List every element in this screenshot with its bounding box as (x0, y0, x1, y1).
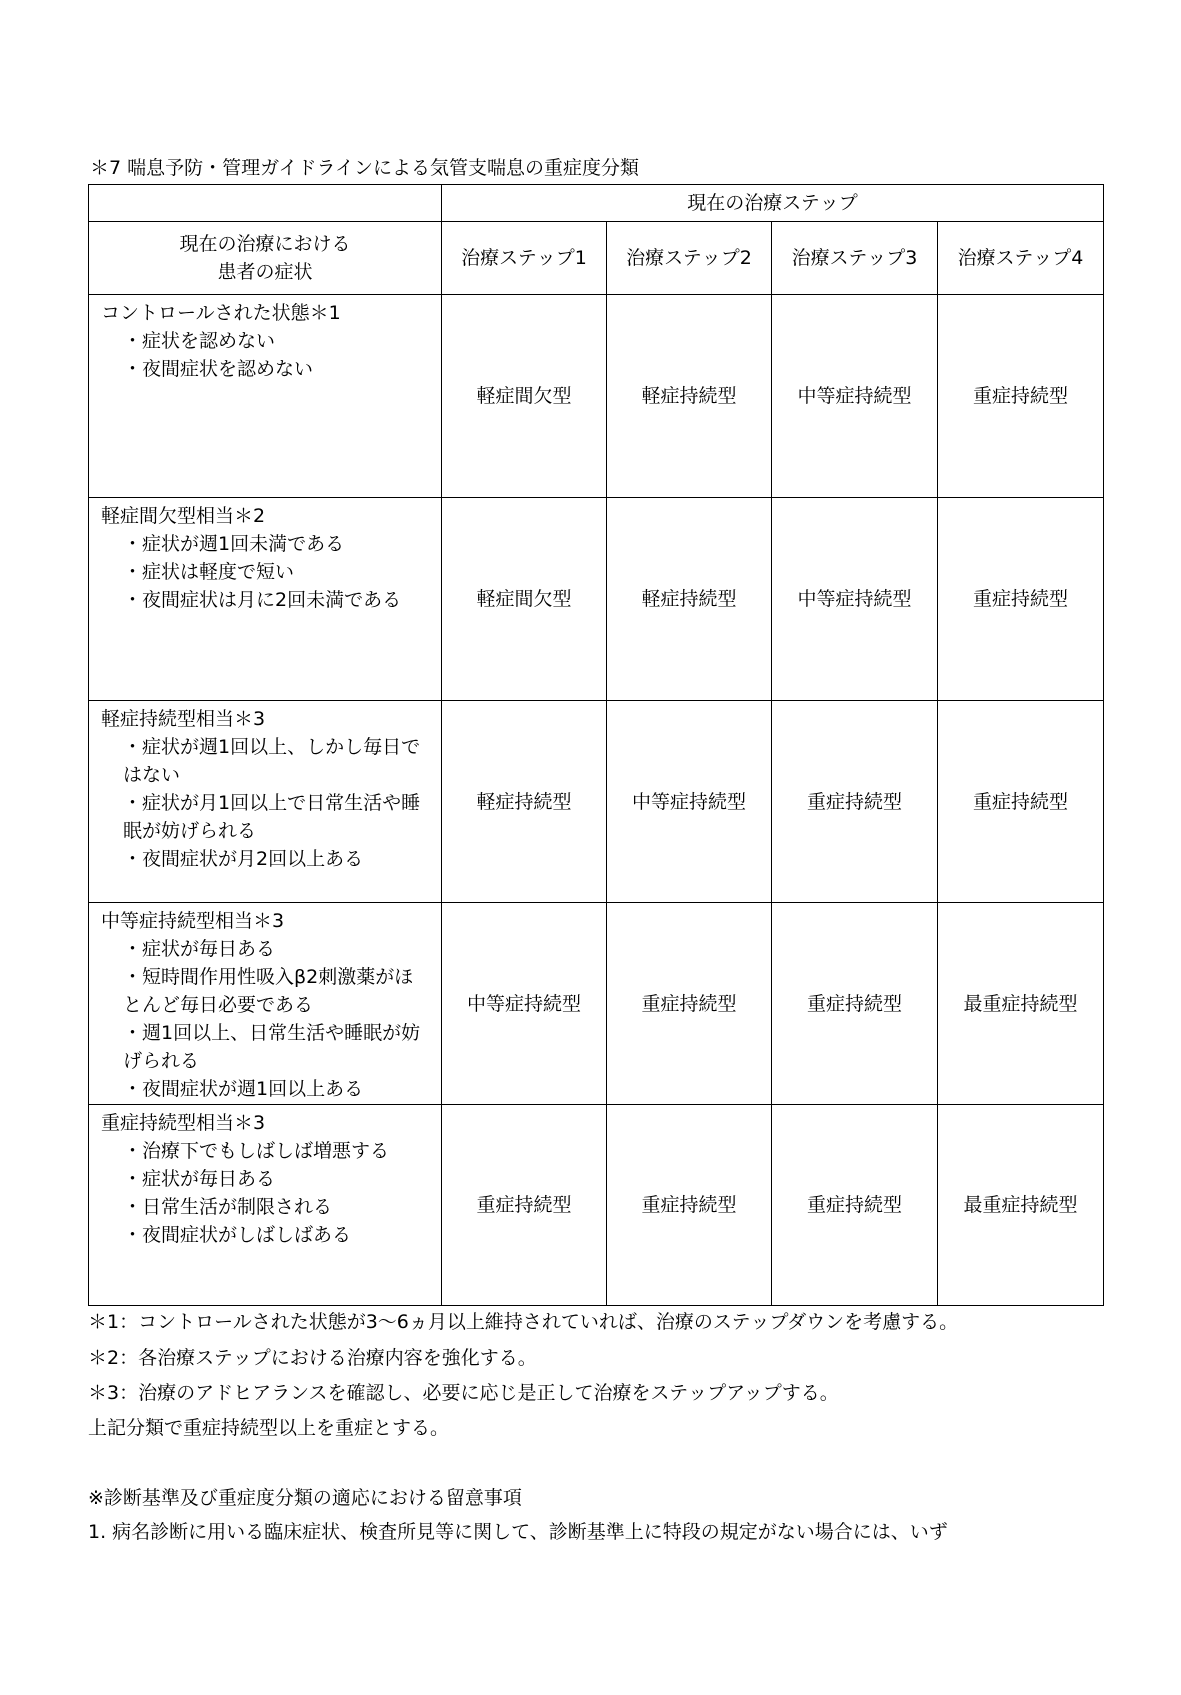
severity-cell: 中等症持続型 (772, 295, 938, 498)
step-header: 治療ステップ4 (938, 222, 1104, 295)
symptom-item: ・症状が週1回未満である (123, 533, 345, 555)
severity-cell: 軽症持続型 (607, 295, 772, 498)
severity-cell: 最重症持続型 (938, 1105, 1104, 1306)
symptom-item: ・日常生活が制限される (123, 1196, 333, 1218)
row-title: 中等症持続型相当＊3 (101, 910, 285, 932)
symptom-cell (89, 701, 442, 903)
symptom-item: ・症状は軽度で短い (123, 561, 295, 583)
severity-cell: 重症持続型 (607, 903, 772, 1105)
symptom-item: ・短時間作用性吸入β2刺激薬がほとんど毎日必要である (123, 966, 414, 1016)
symptom-item: ・症状を認めない (123, 330, 276, 352)
symptom-item: ・夜間症状は月に2回未満である (123, 589, 402, 611)
severity-cell: 重症持続型 (938, 701, 1104, 903)
symptom-item: ・症状が毎日ある (123, 1168, 276, 1190)
table-row (89, 295, 1104, 498)
symptom-header (89, 222, 442, 295)
row-title: 軽症持続型相当＊3 (101, 708, 266, 730)
symptom-item: ・夜間症状を認めない (123, 358, 314, 380)
symptom-header-line: 現在の治療における (179, 233, 351, 255)
severity-cell: 重症持続型 (607, 1105, 772, 1306)
severity-cell: 重症持続型 (938, 498, 1104, 701)
symptom-item: ・夜間症状が月2回以上ある (123, 848, 364, 870)
severity-cell: 重症持続型 (442, 1105, 607, 1306)
row-title: 重症持続型相当＊3 (101, 1112, 266, 1134)
step-header-row (89, 222, 1104, 295)
table-row (89, 1105, 1104, 1306)
table-title: ＊7 喘息予防・管理ガイドラインによる気管支喘息の重症度分類 (90, 157, 639, 179)
severity-cell: 軽症間欠型 (442, 295, 607, 498)
section-heading: ※診断基準及び重症度分類の適応における留意事項 (88, 1487, 522, 1509)
symptom-item: ・夜間症状がしばしばある (123, 1224, 352, 1246)
severity-cell: 重症持続型 (772, 1105, 938, 1306)
severity-cell: 中等症持続型 (772, 498, 938, 701)
symptom-cell (89, 295, 442, 498)
severity-table (88, 184, 1104, 1306)
symptom-item: ・治療下でもしばしば増悪する (123, 1140, 390, 1162)
table-row (89, 701, 1104, 903)
severity-cell: 軽症持続型 (442, 701, 607, 903)
symptom-item: ・夜間症状が週1回以上ある (123, 1078, 364, 1100)
step-header: 治療ステップ1 (442, 222, 607, 295)
footnote-2: ＊2：各治療ステップにおける治療内容を強化する。 (88, 1347, 537, 1369)
step-header: 治療ステップ3 (772, 222, 938, 295)
severity-cell: 重症持続型 (772, 701, 938, 903)
symptom-cell (89, 498, 442, 701)
classification-note: 上記分類で重症持続型以上を重症とする。 (88, 1417, 450, 1439)
table-row (89, 903, 1104, 1105)
table-row (89, 498, 1104, 701)
symptom-item: ・週1回以上、日常生活や睡眠が妨げられる (123, 1022, 421, 1072)
current-step-header: 現在の治療ステップ (442, 185, 1104, 222)
footnote-3: ＊3：治療のアドヒアランスを確認し、必要に応じ是正して治療をステップアップする。 (88, 1382, 839, 1404)
header-row (89, 185, 1104, 222)
empty-header-cell (89, 185, 442, 222)
severity-cell: 重症持続型 (772, 903, 938, 1105)
symptom-item: ・症状が毎日ある (123, 938, 276, 960)
severity-cell: 軽症持続型 (607, 498, 772, 701)
row-title: 軽症間欠型相当＊2 (101, 505, 266, 527)
severity-cell: 重症持続型 (938, 295, 1104, 498)
symptom-header-line: 患者の症状 (217, 261, 313, 283)
severity-cell: 中等症持続型 (442, 903, 607, 1105)
section-paragraph: 1. 病名診断に用いる臨床症状、検査所見等に関して、診断基準上に特段の規定がない場合には、いず (88, 1521, 948, 1543)
severity-cell: 最重症持続型 (938, 903, 1104, 1105)
footnote-1: ＊1：コントロールされた状態が3～6ヵ月以上維持されていれば、治療のステップダウンを考慮する。 (88, 1311, 959, 1333)
severity-cell: 中等症持続型 (607, 701, 772, 903)
symptom-item: ・症状が週1回以上、しかし毎日ではない (123, 736, 421, 786)
row-title: コントロールされた状態＊1 (101, 302, 341, 324)
severity-cell: 軽症間欠型 (442, 498, 607, 701)
symptom-item: ・症状が月1回以上で日常生活や睡眠が妨げられる (123, 792, 421, 842)
symptom-cell (89, 903, 442, 1105)
symptom-cell (89, 1105, 442, 1306)
step-header: 治療ステップ2 (607, 222, 772, 295)
